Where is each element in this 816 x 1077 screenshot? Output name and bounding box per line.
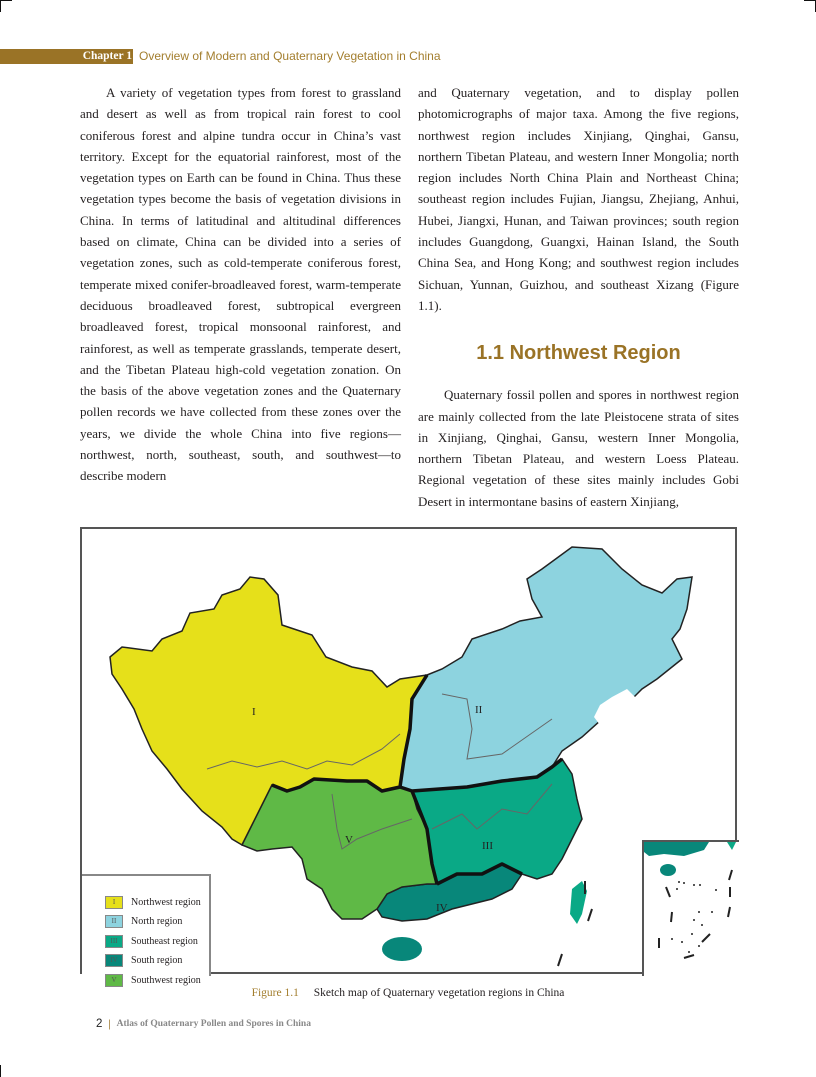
intro-paragraph-continued: and Quaternary vegetation, and to display pollen photomicrographs of major taxa. Among the five regions, northwest region includes Xinjiang, Qinghai, Gansu, northern Tibetan Plateau, and western Inner Mongolia; north region includes North China Plain and Northeast China; southeast region includes Fujian, Jiangsu, Zhejiang, Anhui, Hubei, Jiangxi, Hunan, and Taiwan provinces; south region includes Guangdong, Guangxi, Hainan Island, the South China Sea, and Hong Kong; and southwest region includes Sichuan, Yunnan, Guizhou, and southeast Xizang (Figure 1.1). bbox=[418, 85, 739, 313]
legend-label: Southeast region bbox=[131, 935, 198, 947]
figure-caption-text: Sketch map of Quaternary vegetation regions in China bbox=[313, 987, 565, 999]
inset-map-graphic bbox=[644, 842, 739, 976]
legend-label: North region bbox=[131, 915, 183, 927]
region-label-southeast: III bbox=[482, 840, 493, 852]
legend-item-southeast bbox=[105, 934, 198, 948]
legend-item-south bbox=[105, 953, 182, 967]
crop-mark-top-left-v bbox=[0, 0, 1, 12]
legend-swatch-southeast: III bbox=[105, 935, 123, 948]
legend-swatch-south: IV bbox=[105, 954, 123, 967]
page-footer bbox=[96, 1018, 311, 1030]
book-title: Atlas of Quaternary Pollen and Spores in China bbox=[116, 1019, 311, 1029]
footer-separator: | bbox=[108, 1018, 111, 1030]
page-number: 2 bbox=[96, 1018, 103, 1030]
crop-mark-bottom-left-v bbox=[0, 1065, 1, 1077]
legend-label: Northwest region bbox=[131, 896, 201, 908]
chapter-title: Overview of Modern and Quaternary Vegetation in China bbox=[139, 49, 441, 63]
figure-number: Figure 1.1 bbox=[251, 987, 299, 999]
figure-caption bbox=[0, 987, 816, 999]
legend-item-north bbox=[105, 914, 182, 928]
map-legend bbox=[82, 874, 211, 986]
vegetation-regions-map bbox=[80, 527, 737, 986]
legend-swatch-southwest: V bbox=[105, 974, 123, 987]
crop-mark-top-left-h bbox=[0, 0, 12, 1]
region-label-northwest: I bbox=[252, 706, 256, 718]
section-paragraph: Quaternary fossil pollen and spores in northwest region are mainly collected from the late Pleistocene strata of sites in Xinjiang, Qinghai, Gansu, western Inner Mongolia, northern Tibetan Plateau, and western Loess Plateau. Regional vegetation of these sites mainly includes Gobi Desert in intermontane basins of eastern Xinjiang, bbox=[418, 387, 739, 509]
south-china-sea-inset bbox=[642, 840, 739, 976]
region-north-shape bbox=[400, 547, 692, 791]
legend-label: Southwest region bbox=[131, 974, 201, 986]
chapter-label: Chapter 1 bbox=[82, 50, 132, 62]
section-heading: 1.1 Northwest Region bbox=[476, 342, 681, 365]
intro-paragraph: A variety of vegetation types from forest to grassland and desert as well as from tropical rain forest to cool coniferous forest and alpine tundra occur in China’s vast territory. Except for the equatorial rainforest, most of the vegetation types on Earth can be found in China. Thus these vegetation types become the basis of vegetation divisions in China. In terms of latitudinal and altitudinal differences based on climate, China can be divided into a series of vegetation zones, such as cold-temperate coniferous forest, temperate mixed conifer-broadleaved forest, warm-temperate deciduous broadleaved forest, subtropical evergreen broadleaved forest, tropical monsoonal rainforest, and rainforest, as well as temperate grasslands, temperate desert, and the Tibetan Plateau high-cold vegetation zonation. On the basis of the above vegetation zones and the Quaternary pollen records we have collected from these zones over the years, we divide the whole China into five regions—northwest, north, southeast, south, and southwest—to describe modern bbox=[80, 85, 401, 484]
left-column bbox=[80, 82, 401, 487]
legend-swatch-north: II bbox=[105, 915, 123, 928]
region-label-southwest: V bbox=[345, 834, 353, 846]
legend-label: South region bbox=[131, 954, 183, 966]
legend-item-northwest bbox=[105, 895, 201, 909]
legend-swatch-northwest: I bbox=[105, 896, 123, 909]
region-label-north: II bbox=[475, 704, 483, 716]
right-column bbox=[418, 82, 739, 512]
region-label-south: IV bbox=[436, 902, 448, 914]
hainan-shape bbox=[382, 937, 422, 961]
legend-item-southwest bbox=[105, 973, 201, 987]
